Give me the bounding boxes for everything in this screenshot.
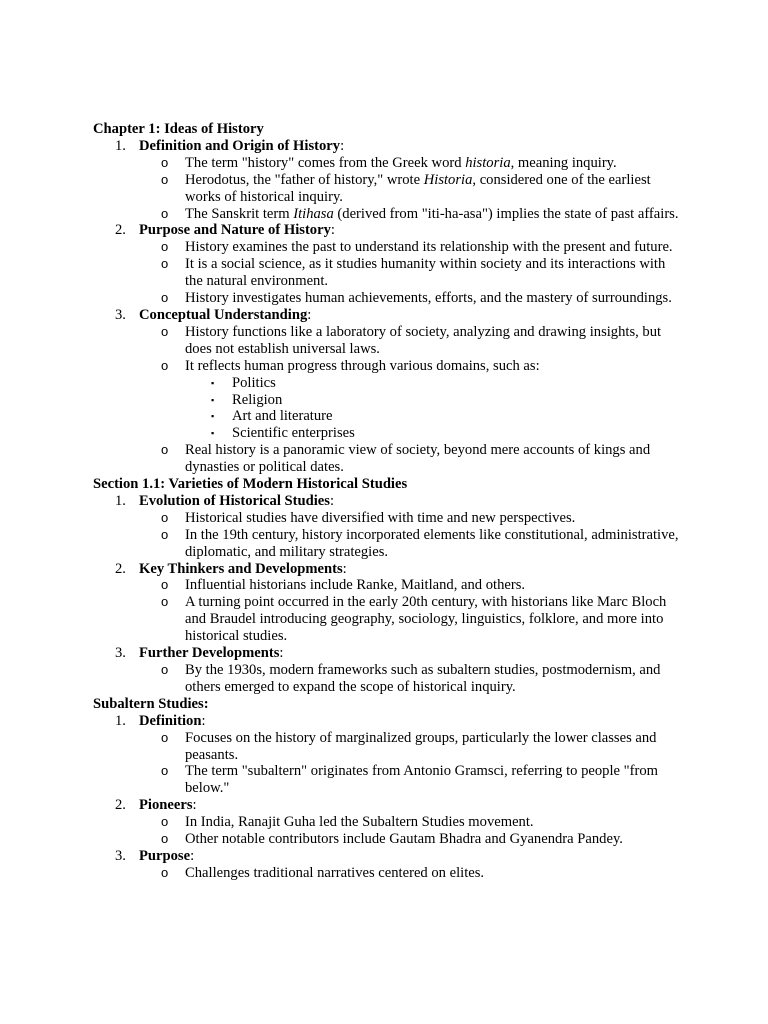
italic-term: historia (465, 154, 511, 171)
bullet-item (93, 577, 683, 594)
bullet-marker: o (161, 814, 169, 830)
bullet-marker: o (161, 290, 169, 306)
text-run: The Sanskrit term (185, 205, 294, 222)
item-title: Conceptual Understanding (139, 306, 308, 323)
bullet-text (185, 662, 683, 696)
section-heading: Chapter 1: Ideas of History (93, 121, 264, 137)
item-number: 2. (115, 560, 126, 577)
bullet-text (185, 814, 683, 831)
bullet-item (93, 324, 683, 358)
text-run: It reflects human progress through various domains, such as: (185, 357, 540, 374)
bullet-marker: o (161, 171, 169, 187)
bullet-text (185, 239, 683, 256)
bullet-marker: o (161, 831, 169, 847)
bullet-marker: o (161, 239, 169, 255)
bullet-text (185, 527, 683, 561)
bullet-item (93, 256, 683, 290)
item-title-wrap (139, 307, 311, 324)
item-title-wrap (139, 645, 283, 662)
bullet-marker: o (161, 357, 169, 373)
item-title: Definition and Origin of History (139, 137, 341, 154)
bullet-marker: o (161, 205, 169, 221)
square-bullet-marker: ▪ (211, 411, 215, 422)
item-title-wrap (139, 222, 335, 239)
bullet-text (185, 290, 683, 307)
numbered-item (93, 645, 683, 662)
text-run: It is a social science, as it studies humanity within society and its interactions with the natural environment. (185, 256, 666, 290)
bullet-text (185, 206, 683, 223)
item-title: Evolution of Historical Studies (139, 492, 330, 509)
bullet-text (185, 256, 683, 290)
bullet-item (93, 831, 683, 848)
bullet-marker: o (161, 526, 169, 542)
sub-bullet-item (93, 392, 683, 409)
bullet-item (93, 206, 683, 223)
bullet-text (185, 594, 683, 645)
item-colon: : (279, 645, 284, 662)
item-number: 1. (115, 712, 126, 729)
bullet-marker: o (161, 154, 169, 170)
sub-bullet-text: Art and literature (232, 408, 333, 425)
item-colon: : (190, 847, 195, 864)
sub-bullet-item (93, 408, 683, 425)
item-number: 3. (115, 645, 126, 662)
bullet-text (185, 442, 683, 476)
bullet-marker: o (161, 662, 169, 677)
bullet-text (185, 324, 683, 358)
item-colon: : (192, 797, 197, 814)
item-number: 2. (115, 797, 126, 814)
text-run: The term "subaltern" originates from Antonio Gramsci, referring to people "from below." (185, 763, 658, 797)
document-body (93, 121, 683, 882)
text-run: History examines the past to understand its relationship with the present and future. (185, 239, 673, 256)
item-colon: : (330, 222, 335, 239)
sub-bullet-text: Scientific enterprises (232, 425, 355, 442)
bullet-marker: o (161, 442, 169, 458)
text-run: The term "history" comes from the Greek word (185, 154, 466, 171)
text-run: Influential historians include Ranke, Maitland, and others. (185, 577, 526, 594)
bullet-item (93, 662, 683, 696)
section-heading: Subaltern Studies: (93, 695, 209, 712)
bullet-marker: o (161, 594, 169, 610)
bullet-item (93, 730, 683, 764)
item-number: 1. (115, 137, 126, 154)
bullet-item (93, 594, 683, 645)
bullet-item (93, 814, 683, 831)
bullet-text (185, 865, 683, 882)
bullet-text (185, 358, 683, 375)
bullet-marker: o (161, 323, 169, 339)
item-title: Further Developments (139, 645, 280, 662)
item-colon: : (329, 492, 335, 509)
numbered-item (93, 713, 683, 730)
text-run: History investigates human achievements, efforts, and the mastery of surroundings. (185, 290, 672, 307)
square-bullet-marker: ▪ (211, 394, 215, 405)
text-run: Challenges traditional narratives centered on elites. (185, 864, 485, 881)
item-colon: : (201, 712, 206, 729)
text-run: Historical studies have diversified with time and new perspectives. (185, 509, 576, 526)
item-title: Pioneers (139, 797, 193, 814)
sub-bullet-item (93, 425, 683, 442)
bullet-marker: o (161, 729, 169, 745)
item-title-wrap (139, 138, 344, 155)
bullet-item (93, 763, 683, 797)
numbered-item (93, 307, 683, 324)
item-number: 3. (115, 306, 126, 323)
bullet-marker: o (161, 509, 169, 525)
numbered-item (93, 493, 683, 510)
text-run: History functions like a laboratory of society, analyzing and drawing insights, but does not establish universal laws. (185, 323, 662, 357)
item-title-wrap (139, 561, 347, 578)
bullet-item (93, 527, 683, 561)
text-run: , meaning inquiry. (510, 154, 617, 171)
bullet-text (185, 172, 683, 206)
text-run: A turning point occurred in the early 20th century, with historians like Marc Bloch and Braudel introducing geography, sociology, linguistics, folklore, and more into historical studies. (185, 594, 667, 645)
square-bullet-marker: ▪ (211, 377, 215, 388)
bullet-item (93, 510, 683, 527)
bullet-item (93, 358, 683, 375)
item-title-wrap (139, 713, 206, 730)
numbered-item (93, 561, 683, 578)
text-run: In India, Ranajit Guha led the Subaltern Studies movement. (185, 814, 534, 831)
bullet-text (185, 763, 683, 797)
text-run: (derived from "iti-ha-asa") implies the state of past affairs. (333, 205, 679, 222)
square-bullet-marker: ▪ (211, 428, 215, 439)
item-number: 1. (115, 492, 126, 509)
item-colon: : (340, 137, 345, 154)
item-number: 3. (115, 847, 126, 864)
bullet-item (93, 172, 683, 206)
text-run: Herodotus, the "father of history," wrote (185, 171, 424, 188)
item-colon: : (342, 560, 347, 577)
bullet-text (185, 831, 683, 848)
numbered-item (93, 848, 683, 865)
numbered-item (93, 222, 683, 239)
italic-term: Historia (423, 171, 473, 188)
bullet-item (93, 155, 683, 172)
text-run: , considered one of the earliest works of historical inquiry. (185, 171, 651, 205)
item-title-wrap (139, 797, 197, 814)
bullet-marker: o (161, 256, 169, 272)
bullet-marker: o (161, 763, 169, 779)
item-title-wrap (139, 493, 334, 510)
item-title: Definition (139, 712, 202, 729)
text-run: By the 1930s, modern frameworks such as subaltern studies, postmodernism, and others emerged to expand the scope of historical inquiry. (185, 662, 661, 695)
text-run: In the 19th century, history incorporated elements like constitutional, administrative, diplomatic, and military strategies. (185, 526, 679, 560)
bullet-text (185, 730, 683, 764)
numbered-item (93, 797, 683, 814)
bullet-marker: o (161, 577, 169, 593)
bullet-marker: o (161, 864, 169, 880)
item-title: Purpose and Nature of History (139, 222, 331, 239)
item-colon: : (307, 306, 312, 323)
text-run: Focuses on the history of marginalized groups, particularly the lower classes and peasants. (185, 729, 657, 763)
section-heading: Section 1.1: Varieties of Modern Historical Studies (93, 476, 408, 493)
bullet-text (185, 510, 683, 527)
item-title: Key Thinkers and Developments (139, 560, 343, 577)
item-title: Purpose (139, 847, 191, 864)
sub-bullet-text: Religion (232, 391, 283, 408)
bullet-text (185, 155, 683, 172)
sub-bullet-text: Politics (232, 374, 276, 391)
numbered-item (93, 138, 683, 155)
bullet-item (93, 290, 683, 307)
bullet-item (93, 865, 683, 882)
bullet-item (93, 442, 683, 476)
item-title-wrap (139, 848, 194, 865)
italic-term: Itihasa (293, 205, 334, 222)
bullet-text (185, 577, 683, 594)
bullet-item (93, 239, 683, 256)
text-run: Other notable contributors include Gautam Bhadra and Gyanendra Pandey. (185, 831, 623, 848)
item-number: 2. (115, 222, 126, 239)
sub-bullet-item (93, 375, 683, 392)
text-run: Real history is a panoramic view of society, beyond mere accounts of kings and dynasties or political dates. (185, 442, 651, 476)
